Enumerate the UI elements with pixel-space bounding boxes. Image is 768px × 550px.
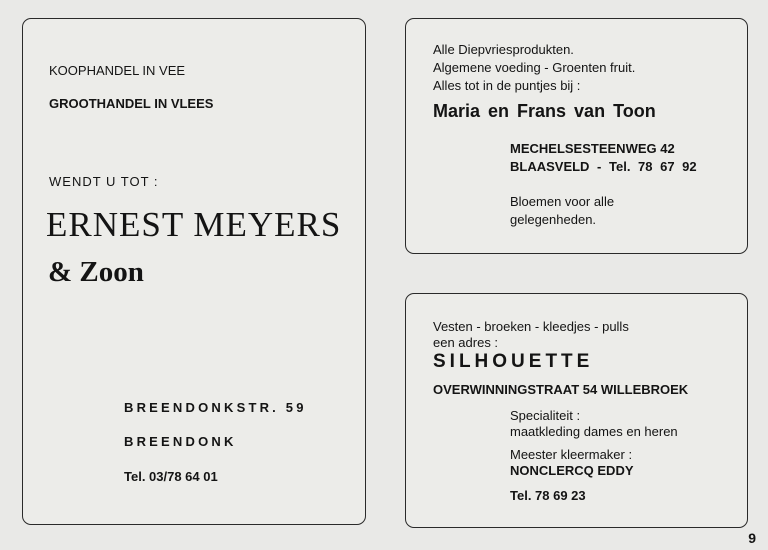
- flowers-line-2: gelegenheden.: [510, 212, 597, 227]
- specialty-label: Specialiteit :: [510, 408, 581, 423]
- address-intro: een adres :: [433, 335, 499, 350]
- trade-line-cattle: KOOPHANDEL IN VEE: [49, 63, 186, 78]
- flowers-line: Bloemen voor alle: [510, 194, 615, 209]
- street-address: OVERWINNINGSTRAAT 54 WILLEBROEK: [433, 382, 689, 397]
- business-name: Maria en Frans van Toon: [433, 101, 656, 121]
- specialty: maatkleding dames en heren: [510, 424, 678, 439]
- tailor-label: Meester kleermaker :: [510, 447, 633, 462]
- business-name: SILHOUETTE: [433, 351, 594, 372]
- town-phone: BLAASVELD - Tel. 78 67 92: [510, 159, 697, 174]
- ad-ernest-meyers: [22, 18, 366, 525]
- tailor-name: NONCLERCQ EDDY: [510, 463, 634, 478]
- phone: Tel. 03/78 64 01: [124, 469, 218, 484]
- ad-silhouette: [405, 293, 748, 528]
- groceries-line: Algemene voeding - Groenten fruit.: [433, 60, 636, 75]
- business-name: ERNEST MEYERS: [46, 205, 342, 244]
- ad-maria-frans-van-toon: [405, 18, 748, 254]
- page-number: 9: [748, 530, 756, 546]
- trade-line-meat: GROOTHANDEL IN VLEES: [49, 96, 214, 111]
- products-line: Alle Diepvriesprodukten.: [433, 42, 574, 57]
- phone: Tel. 78 69 23: [510, 488, 586, 503]
- intro-line: Alles tot in de puntjes bij :: [433, 78, 581, 93]
- town: BREENDONK: [124, 434, 237, 449]
- clothing-line: Vesten - broeken - kleedjes - pulls: [433, 319, 629, 334]
- business-name-suffix: & Zoon: [48, 256, 144, 288]
- street-address: MECHELSESTEENWEG 42: [510, 141, 675, 156]
- street-address: BREENDONKSTR. 59: [124, 400, 307, 415]
- contact-intro: WENDT U TOT :: [49, 174, 159, 189]
